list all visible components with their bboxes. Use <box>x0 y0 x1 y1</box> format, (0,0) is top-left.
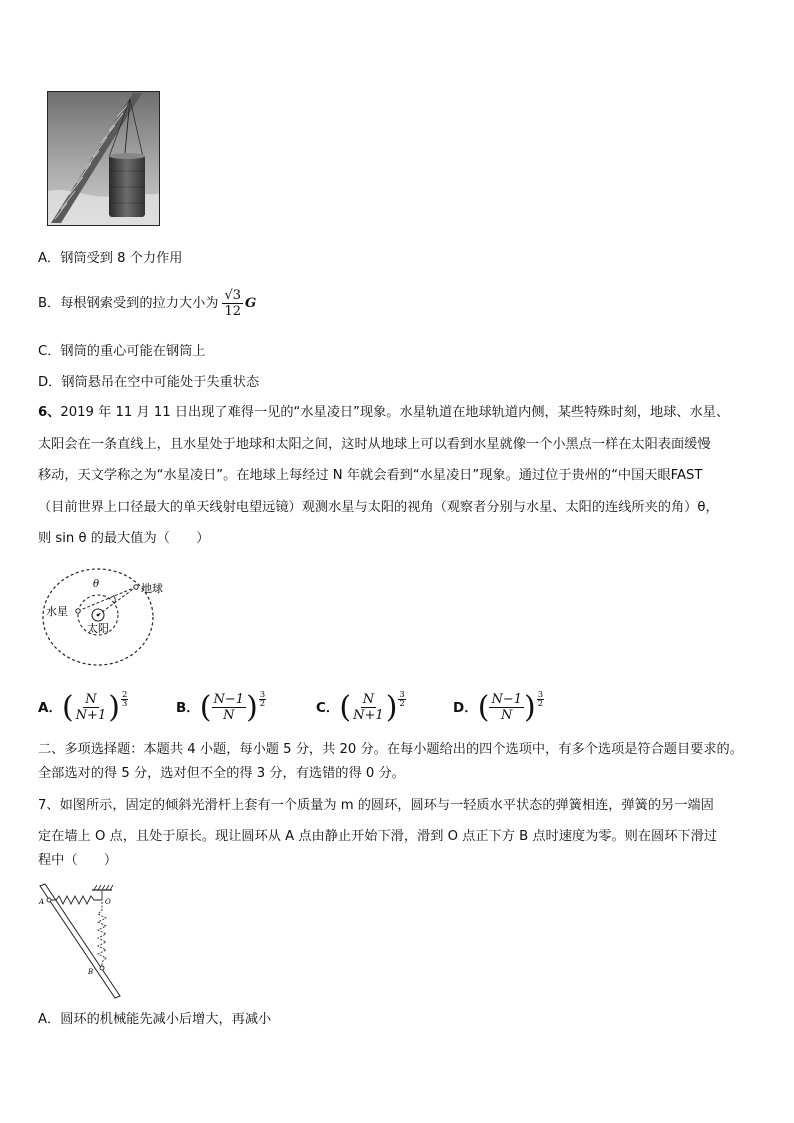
fraction-numerator: N−1 <box>491 692 522 707</box>
mercury-dot <box>76 609 80 613</box>
option-fraction <box>351 692 386 723</box>
option-label: B． <box>176 699 200 716</box>
right-paren: ) <box>246 689 258 725</box>
q6-option-d <box>453 689 544 725</box>
q5-option-b-g: G <box>245 295 257 311</box>
left-paren: ( <box>477 689 490 725</box>
q6-option-a <box>38 689 128 725</box>
exponent-denominator: 2 <box>537 699 544 709</box>
q6-line5: 则 sin θ 的最大值为（ ） <box>38 531 210 546</box>
option-exponent <box>259 691 266 708</box>
option-label: C． <box>316 699 340 716</box>
option-exponent <box>398 691 405 708</box>
fraction-numerator: N−1 <box>213 692 245 707</box>
q5-option-b <box>38 288 256 319</box>
fraction-numerator: N <box>85 692 97 707</box>
q7-line1: 7、如图所示，固定的倾斜光滑杆上套有一个质量为 m 的圆环，圆环与一轻质水平状态的弹簧相连，弹簧的另一端固 <box>38 798 714 813</box>
crane-photo <box>47 91 160 226</box>
q6-option-b <box>176 689 266 725</box>
option-exponent <box>121 691 128 708</box>
left-paren: ( <box>339 689 352 725</box>
exponent-numerator: 3 <box>259 690 266 700</box>
mercury-label: 水星 <box>46 605 68 618</box>
fraction-denominator: N <box>501 708 513 723</box>
q6-line1 <box>38 404 729 422</box>
orbit-diagram <box>40 565 180 675</box>
point-b-label: B <box>88 968 94 976</box>
fraction-denominator: 12 <box>224 304 242 319</box>
fraction-numerator: √3 <box>224 288 242 303</box>
theta-label: θ <box>93 579 100 590</box>
fraction-numerator: N <box>362 692 375 707</box>
q6-line3: 移动，天文学称之为“水星凌日”。在地球上每经过 N 年就会看到“水星凌日”现象。通过位于贵州的“中国天眼FAST <box>38 468 703 483</box>
earth-dot <box>134 585 138 589</box>
q5-option-b-fraction <box>222 288 243 319</box>
point-a-label: A <box>39 898 45 906</box>
q5-option-d: D．钢筒悬吊在空中可能处于失重状态 <box>38 375 260 390</box>
sun-label: 太阳 <box>87 622 109 635</box>
q6-option-c <box>316 689 406 725</box>
exponent-denominator: 2 <box>399 699 405 709</box>
left-paren: ( <box>199 689 212 725</box>
exponent-numerator: 3 <box>399 690 405 700</box>
option-label: D． <box>453 699 478 716</box>
q5-option-c: C．钢筒的重心可能在钢筒上 <box>38 344 206 359</box>
q7-line3: 程中（ ） <box>38 853 118 868</box>
q6-line2: 太阳会在一条直线上，且水星处于地球和太阳之间，这时从地球上可以看到水星就像一个小黑点一样在太阳表面缓慢 <box>38 437 711 452</box>
exponent-denominator: 3 <box>121 699 128 709</box>
section2-line2: 全部选对的得 5 分，选对但不全的得 3 分，有选错的得 0 分。 <box>38 766 405 781</box>
exponent-numerator: 3 <box>537 690 544 700</box>
q7-option-a: A．圆环的机械能先减小后增大，再减小 <box>38 1012 272 1027</box>
fraction-denominator: N+1 <box>75 708 107 723</box>
q6-number: 6、 <box>38 405 61 420</box>
exponent-denominator: 2 <box>259 699 266 709</box>
right-paren: ) <box>523 689 536 725</box>
left-paren: ( <box>61 689 74 725</box>
option-fraction <box>489 692 524 723</box>
section2-line1: 二、多项选择题：本题共 4 小题，每小题 5 分，共 20 分。在每小题给出的四个选项中，有多个选项是符合题目要求的。 <box>38 742 743 757</box>
earth-label: 地球 <box>141 582 163 595</box>
incline-rod-diagram <box>36 882 122 1000</box>
option-label: A． <box>38 699 62 716</box>
right-paren: ) <box>385 689 398 725</box>
q7-line2: 定在墙上 O 点，且处于原长。现让圆环从 A 点由静止开始下滑，滑到 O 点正下方 B 点时速度为零。则在圆环下滑过 <box>38 829 717 844</box>
fraction-denominator: N+1 <box>353 708 384 723</box>
option-fraction <box>212 692 247 723</box>
fraction-denominator: N <box>223 708 235 723</box>
point-o-label: O <box>105 898 111 906</box>
q6-line4: （目前世界上口径最大的单天线射电望远镜）观测水星与太阳的视角（观察者分别与水星、太阳的连线所夹的角）θ， <box>38 500 719 515</box>
option-fraction <box>74 692 109 723</box>
q5-option-b-text: B．每根钢索受到的拉力大小为 <box>38 295 219 311</box>
q5-option-a: A．钢筒受到 8 个力作用 <box>38 251 183 266</box>
exponent-numerator: 2 <box>121 690 128 700</box>
option-exponent <box>537 691 544 708</box>
q6-text-1: 2019 年 11 月 11 日出现了难得一见的“水星凌日”现象。水星轨道在地球轨道内侧，某些特殊时刻，地球、水星、 <box>60 405 730 420</box>
right-paren: ) <box>108 689 120 725</box>
